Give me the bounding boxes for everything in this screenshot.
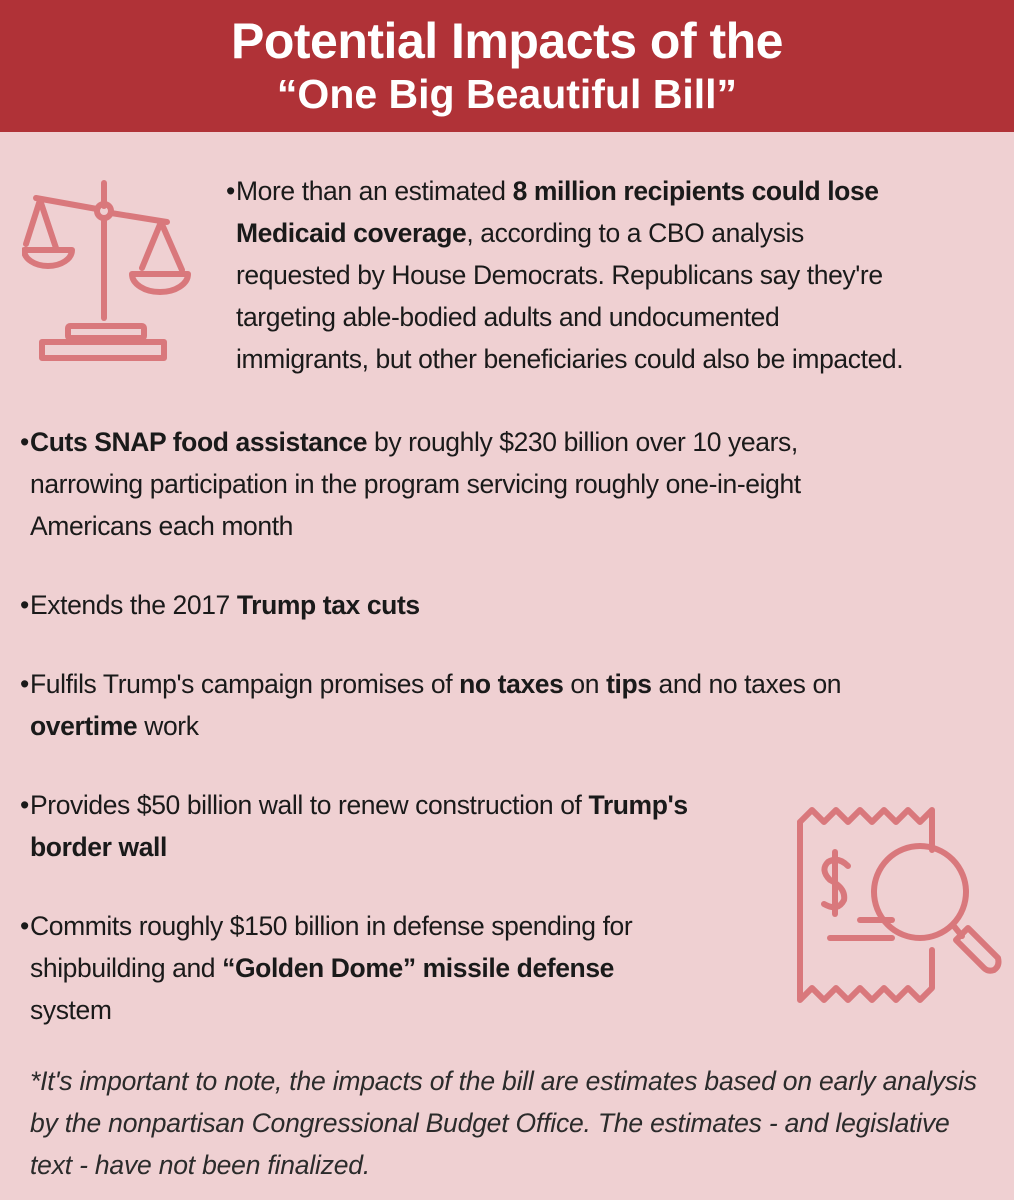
- bullet-text: More than an estimated: [236, 176, 513, 206]
- bullet-text: Extends the 2017: [30, 590, 237, 620]
- bullet-medicaid: [226, 170, 996, 380]
- bullet-text: by roughly $230 billion over 10 years,: [367, 427, 798, 457]
- bullet-bold-text: Trump tax cuts: [236, 590, 420, 620]
- bullet-bold-text: Medicaid coverage: [236, 218, 467, 248]
- bullet-bold-text: 8 million recipients could lose: [512, 176, 879, 206]
- bullet-dot: •: [20, 590, 29, 620]
- bullet-bold-text: “Golden Dome” missile defense: [222, 953, 615, 983]
- bullet-bold-text: overtime: [30, 711, 138, 741]
- bullet-text: narrowing participation in the program servicing roughly one-in-eight: [30, 469, 801, 499]
- bullet-dot: •: [20, 669, 29, 699]
- bullet-text: requested by House Democrats. Republicans say they're: [236, 260, 883, 290]
- bullet-text: immigrants, but other beneficiaries could also be impacted.: [236, 344, 904, 374]
- bullet-text: targeting able-bodied adults and undocumented: [236, 302, 780, 332]
- title-line-2: “One Big Beautiful Bill”: [276, 71, 738, 117]
- scales-of-justice-icon: [22, 178, 197, 378]
- bullet-text: , according to a CBO analysis: [466, 218, 804, 248]
- bullet-bold-text: border wall: [30, 832, 167, 862]
- bullet-text: work: [137, 711, 199, 741]
- title-line-1: Potential Impacts of the: [231, 13, 783, 69]
- bullet-tips-overtime: [20, 663, 990, 747]
- bullet-dot: •: [20, 911, 29, 941]
- bullet-text: and no taxes on: [651, 669, 842, 699]
- receipt-magnifier-icon: [790, 800, 1005, 1015]
- bullet-dot: •: [226, 176, 235, 206]
- bullet-bold-text: Cuts SNAP food assistance: [30, 427, 368, 457]
- bullet-text: on: [563, 669, 607, 699]
- bullet-text: shipbuilding and: [30, 953, 223, 983]
- bullet-tax-cuts: [20, 584, 990, 626]
- bullet-dot: •: [20, 790, 29, 820]
- bullet-text: system: [30, 995, 112, 1025]
- footnote: *It's important to note, the impacts of the bill are estimates based on early analysis by the nonpartisan Congressional Budget Office. The estimates - and legislative text - have not been finalized.: [30, 1066, 977, 1180]
- bullet-text: Americans each month: [30, 511, 294, 541]
- bullet-dot: •: [20, 427, 29, 457]
- bullet-bold-text: tips: [606, 669, 652, 699]
- bullet-text: Provides $50 billion wall to renew construction of: [30, 790, 589, 820]
- bullet-border-wall: [20, 784, 780, 868]
- bullet-snap: [20, 421, 990, 547]
- bullet-defense: [20, 905, 780, 1031]
- bullet-bold-text: no taxes: [459, 669, 564, 699]
- bullet-text: Fulfils Trump's campaign promises of: [30, 669, 460, 699]
- header-banner: [0, 0, 1014, 132]
- bullet-text: Commits roughly $150 billion in defense spending for: [30, 911, 633, 941]
- bullet-bold-text: Trump's: [588, 790, 688, 820]
